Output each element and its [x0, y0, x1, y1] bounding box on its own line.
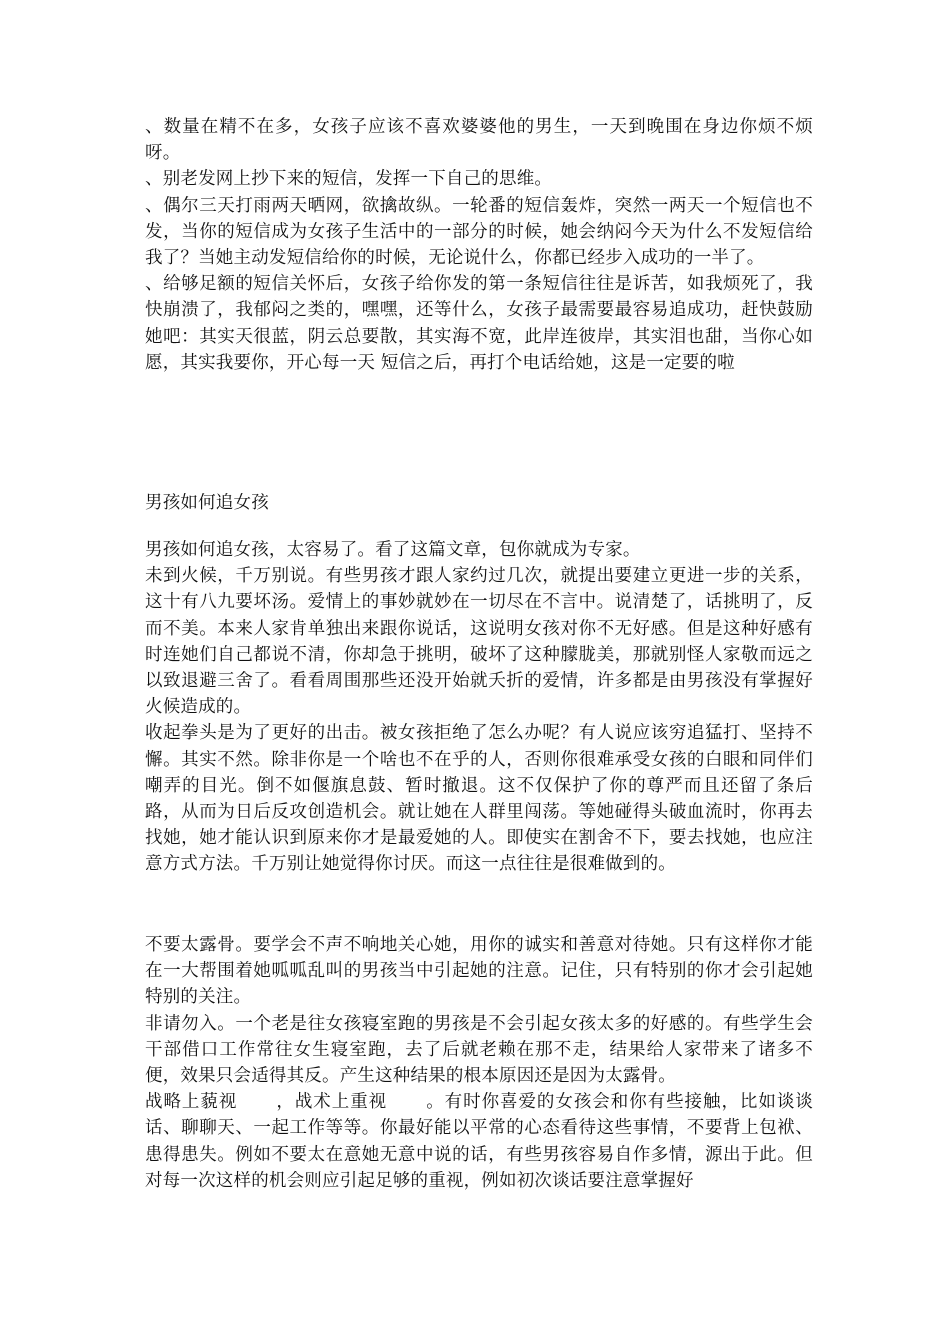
- paragraph: 、偶尔三天打雨两天晒网，欲擒故纵。一轮番的短信轰炸，突然一两天一个短信也不发，当你的短信成为女孩子生活中的一部分的时候，她会纳闷今天为什么不发短信给我了？当她主动发短信给你的时候，无论说什么，你都已经步入成功的一半了。: [145, 195, 813, 269]
- paragraph: 、给够足额的短信关怀后，女孩子给你发的第一条短信往往是诉苦，如我烦死了，我快崩溃了，我郁闷之类的，嘿嘿，还等什么，女孩子最需要最容易追成功，赶快鼓励她吧：其实天很蓝，阴云总要散，其实海不宽，此岸连彼岸，其实泪也甜，当你心如愿，其实我要你，开心每一天 短信之后，再打个电话给她，这是一定要的啦: [145, 274, 813, 373]
- text-block-intro: [145, 537, 813, 878]
- paragraph: 、别老发网上抄下来的短信，发挥一下自己的思维。: [145, 169, 553, 190]
- section-title-text: 男孩如何追女孩: [145, 493, 269, 513]
- text-block-sms-tips: [145, 114, 813, 376]
- paragraph: 不要太露骨。要学会不声不响地关心她，用你的诚实和善意对待她。只有这样你才能在一大帮围着她呱呱乱叫的男孩当中引起她的注意。记住，只有特别的你才会引起她特别的关注。: [145, 935, 813, 1008]
- paragraph: 男孩如何追女孩，太容易了。看了这篇文章，包你就成为专家。: [145, 540, 641, 560]
- paragraph: 收起拳头是为了更好的出击。被女孩拒绝了怎么办呢？有人说应该穷追猛打、坚持不懈。其实不然。除非你是一个啥也不在乎的人，否则你很难承受女孩的白眼和同伴们嘲弄的目光。倒不如偃旗息鼓、暂时撤退。这不仅保护了你的尊严而且还留了条后路，从而为日后反攻创造机会。就让她在人群里闯荡。等她碰得头破血流时，你再去找她，她才能认识到原来你才是最爱她的人。即使实在割舍不下，要去找她，也应注意方式方法。千万别让她觉得你讨厌。而这一点往往是很难做到的。: [145, 723, 813, 875]
- text-block-advice: [145, 932, 813, 1194]
- paragraph: 未到火候，千万别说。有些男孩才跟人家约过几次，就提出要建立更进一步的关系，这十有八九要坏汤。爱情上的事妙就妙在一切尽在不言中。说清楚了，话挑明了，反而不美。本来人家肯单独出来跟你说话，这说明女孩对你不无好感。但是这种好感有时连她们自己都说不清，你却急于挑明，破坏了这种朦胧美，那就别怪人家敬而远之以致退避三舍了。看看周围那些还没开始就夭折的爱情，许多都是由男孩没有掌握好火候造成的。: [145, 566, 813, 718]
- paragraph: 、数量在精不在多，女孩子应该不喜欢婆婆他的男生，一天到晚围在身边你烦不烦呀。: [145, 117, 813, 164]
- paragraph: 战略上藐视 ，战术上重视 。有时你喜爱的女孩会和你有些接触，比如谈谈话、聊聊天、一起工作等等。你最好能以平常的心态看待这些事情，不要背上包袱、患得患失。例如不要太在意她无意中说的话，有些男孩容易自作多情，源出于此。但对每一次这样的机会则应引起足够的重视，例如初次谈话要注意掌握好: [145, 1092, 813, 1191]
- paragraph: 非请勿入。一个老是往女孩寝室跑的男孩是不会引起女孩太多的好感的。有些学生会干部借口工作常往女生寝室跑，去了后就老赖在那不走，结果给人家带来了诸多不便，效果只会适得其反。产生这种结果的根本原因还是因为太露骨。: [145, 1013, 813, 1087]
- section-title: [145, 490, 813, 516]
